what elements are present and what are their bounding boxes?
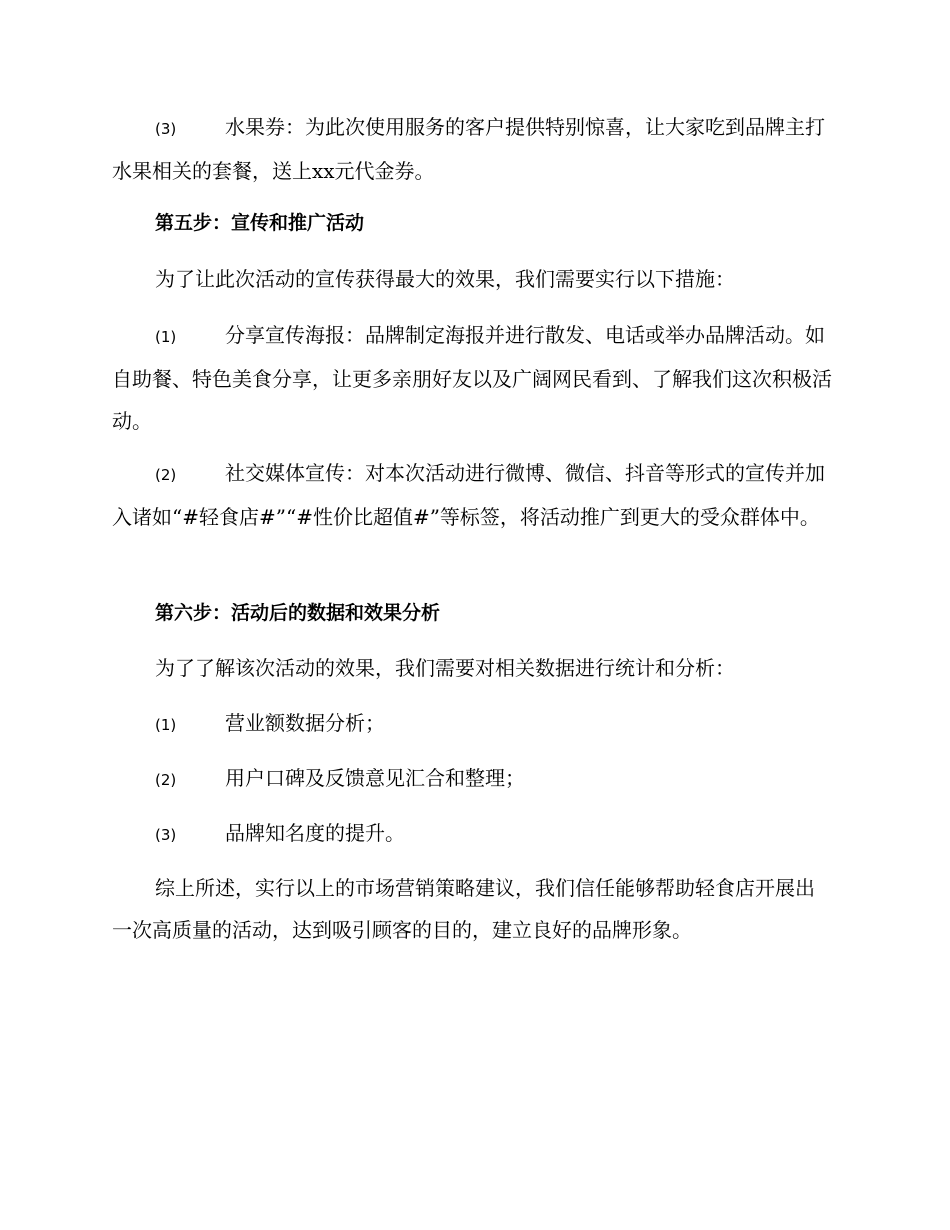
list-item-fruit-voucher	[112, 106, 832, 192]
list-item-social-media	[112, 452, 832, 538]
list-item-feedback	[112, 757, 832, 801]
list-number: (3)	[155, 120, 177, 138]
list-text: 水果券：为此次使用服务的客户提供特别惊喜，让大家吃到品牌主打水果相关的套餐，送上xx元代金券。	[112, 115, 825, 183]
list-item-poster	[112, 314, 832, 442]
paragraph-conclusion: 综上所述，实行以上的市场营销策略建议，我们信任能够帮助轻食店开展出一次高质量的活动，达到吸引顾客的目的，建立良好的品牌形象。	[112, 876, 815, 942]
list-text: 营业额数据分析；	[225, 711, 385, 735]
list-number: (1)	[155, 328, 177, 346]
list-text: 分享宣传海报：品牌制定海报并进行散发、电话或举办品牌活动。如自助餐、特色美食分享，让更多亲朋好友以及广阔网民看到、了解我们这次积极活动。	[112, 323, 832, 433]
section-heading-step6: 第六步：活动后的数据和效果分析	[155, 602, 441, 624]
paragraph-step6-intro: 为了了解该次活动的效果，我们需要对相关数据进行统计和分析：	[155, 656, 735, 680]
list-number: (2)	[155, 466, 177, 484]
list-number: (2)	[155, 771, 177, 789]
list-text: 社交媒体宣传：对本次活动进行微博、微信、抖音等形式的宣传并加入诸如“#轻食店#”“#性价比超值#”等标签，将活动推广到更大的受众群体中。	[112, 461, 825, 529]
list-text: 用户口碑及反馈意见汇合和整理；	[225, 766, 525, 790]
section-heading-step5: 第五步：宣传和推广活动	[155, 212, 365, 234]
list-number: (1)	[155, 716, 177, 734]
list-text: 品牌知名度的提升。	[225, 821, 405, 845]
list-number: (3)	[155, 826, 177, 844]
list-item-revenue	[112, 702, 832, 746]
list-item-brand-awareness	[112, 812, 832, 856]
paragraph-step5-intro: 为了让此次活动的宣传获得最大的效果，我们需要实行以下措施：	[155, 267, 735, 291]
